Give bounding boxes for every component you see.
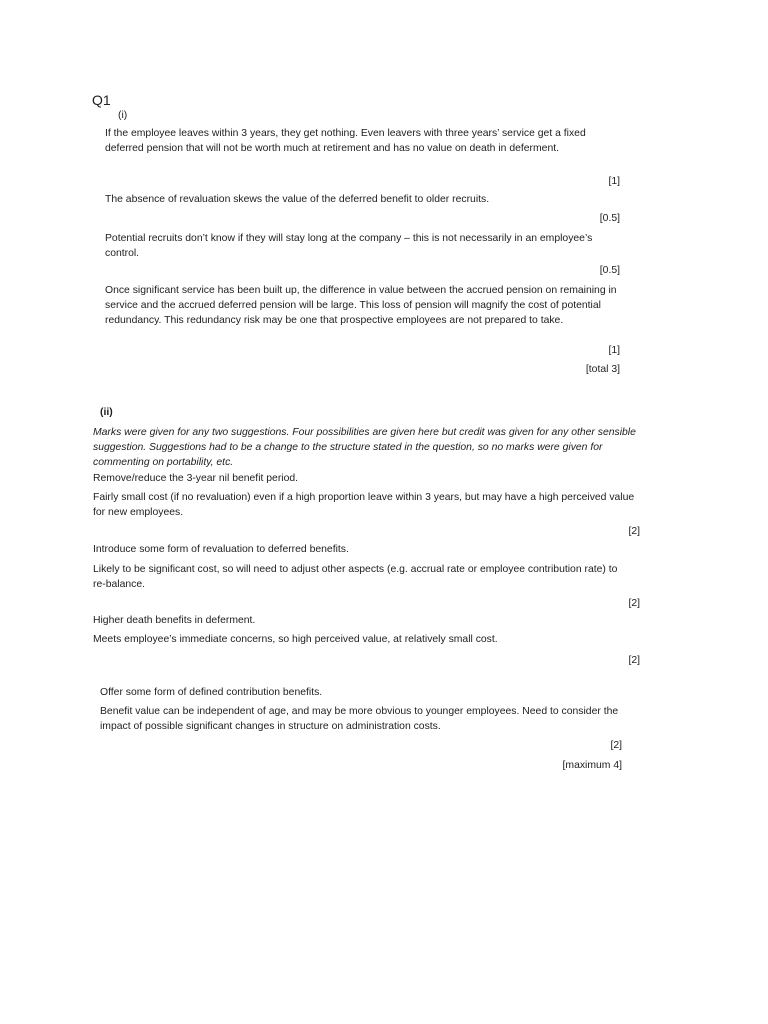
part-i-label: (i) xyxy=(118,110,128,121)
part-ii-intro: Marks were given for any two suggestions. Four possibilities are given here but credit was given for any other sensible suggestion. Suggestions had to be a change to the structure stated in the question, so no marks were given for commenting on portability, etc. xyxy=(93,427,636,468)
suggestion-1-mark: [2] xyxy=(628,526,640,537)
suggestion-2-heading: Introduce some form of revaluation to deferred benefits. xyxy=(93,544,349,555)
suggestion-3-heading: Higher death benefits in deferment. xyxy=(93,615,256,626)
part-ii-maximum: [maximum 4] xyxy=(562,760,622,771)
suggestion-2-mark: [2] xyxy=(628,598,640,609)
part-ii-label: (ii) xyxy=(100,407,113,418)
suggestion-3-detail: Meets employee’s immediate concerns, so high perceived value, at relatively small cost. xyxy=(93,634,498,645)
suggestion-4-mark: [2] xyxy=(610,740,622,751)
part-i-item-4: Once significant service has been built up, the difference in value between the accrued pension on remaining in service and the accrued deferred pension will be large. This loss of pension will magnify the cost of potential redundancy. This redundancy risk may be one that prospective employees are not prepared to take. xyxy=(105,285,617,326)
suggestion-3-mark: [2] xyxy=(628,655,640,666)
question-number: Q1 xyxy=(92,92,111,108)
suggestion-4-heading: Offer some form of defined contribution benefits. xyxy=(100,687,323,698)
suggestion-4-detail: Benefit value can be independent of age, and may be more obvious to younger employees. Need to consider the impact of possible significant changes in structure on administration costs. xyxy=(100,706,619,732)
part-i-item-1-mark: [1] xyxy=(608,176,620,187)
part-i-total: [total 3] xyxy=(585,364,620,375)
part-i-item-2: The absence of revaluation skews the value of the deferred benefit to older recruits. xyxy=(105,194,490,205)
part-i-item-3: Potential recruits don’t know if they will stay long at the company – this is not necessarily in an employee’s control. xyxy=(105,233,593,259)
part-i-item-2-mark: [0.5] xyxy=(599,213,620,224)
suggestion-2-detail: Likely to be significant cost, so will need to adjust other aspects (e.g. accrual rate or employee contribution rate) to re-balance. xyxy=(93,564,618,590)
part-i-item-3-mark: [0.5] xyxy=(599,265,620,276)
part-i-item-4-mark: [1] xyxy=(608,345,620,356)
suggestion-1-heading: Remove/reduce the 3-year nil benefit period. xyxy=(93,473,299,484)
part-i-item-1: If the employee leaves within 3 years, they get nothing. Even leavers with three years’ service get a fixed deferred pension that will not be worth much at retirement and has no value on death in deferment. xyxy=(105,128,586,154)
suggestion-1-detail: Fairly small cost (if no revaluation) even if a high proportion leave within 3 years, but may have a high perceived value for new employees. xyxy=(93,492,635,518)
